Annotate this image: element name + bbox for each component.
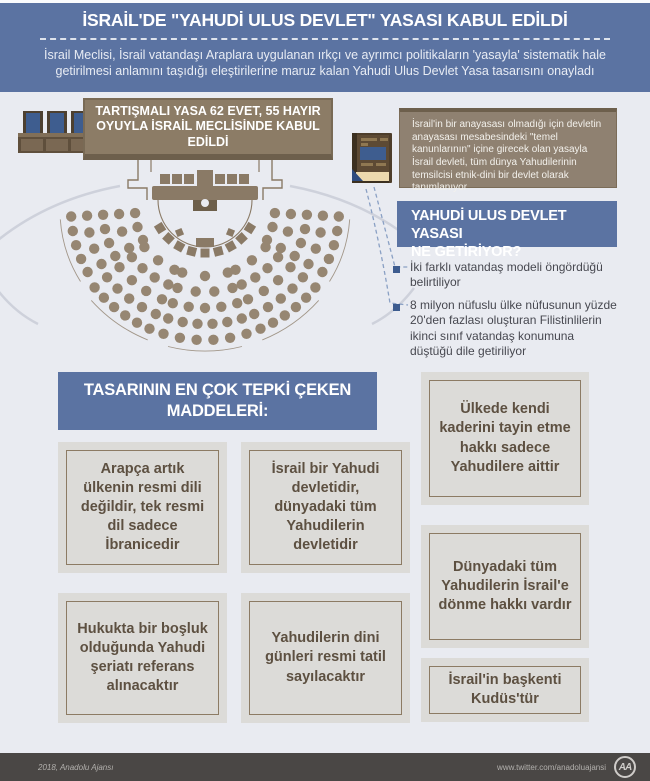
vote-result-text: TARTIŞMALI YASA 62 EVET, 55 HAYIR OYUYLA İSRAİL MECLİSİNDE KABUL EDİLDİ bbox=[95, 103, 321, 149]
article-text: Hukukta bir boşluk olduğunda Yahudi şeriatı referans alınacaktır bbox=[66, 601, 219, 715]
article-text: Ülkede kendi kaderini tayin etme hakkı sadece Yahudilere aittir bbox=[429, 380, 581, 497]
article-card bbox=[58, 442, 227, 573]
law-question-title bbox=[397, 201, 617, 261]
credit-text: 2018, Anadolu Ajansı bbox=[38, 762, 114, 772]
aa-agency-logo: AA bbox=[614, 756, 636, 778]
twitter-url: www.twitter.com/anadoluajansi bbox=[497, 762, 606, 772]
law-description-box bbox=[399, 108, 617, 194]
question-line-1: YAHUDİ ULUS DEVLET YASASI bbox=[411, 208, 567, 243]
article-card bbox=[241, 442, 410, 573]
article-card bbox=[421, 658, 589, 722]
section-title-text: TASARININ EN ÇOK TEPKİ ÇEKEN MADDELERİ: bbox=[83, 381, 352, 420]
footer-bar bbox=[0, 753, 650, 781]
article-text: İsrail bir Yahudi devletidir, dünyadaki tüm Yahudilerin devletidir bbox=[249, 450, 402, 565]
article-text: Dünyadaki tüm Yahudilerin İsrail'e dönme hakkı vardır bbox=[429, 533, 581, 640]
article-card bbox=[421, 372, 589, 505]
article-text: Yahudilerin dini günleri resmi tatil sayılacaktır bbox=[249, 601, 402, 715]
header-dashed-divider bbox=[40, 38, 610, 40]
article-card bbox=[241, 593, 410, 723]
article-text: İsrail'in başkenti Kudüs'tür bbox=[429, 666, 581, 714]
bullet-item: 8 milyon nüfuslu ülke nüfusunun yüzde 20'den fazlası oluşturan Filistinlilerin ikinci sınıf vatandaş konumuna düştüğü dile getiriliyor bbox=[410, 298, 617, 359]
article-card bbox=[58, 593, 227, 723]
bullet-marker bbox=[393, 304, 400, 311]
section-title-box bbox=[58, 372, 377, 430]
page-title: İSRAİL'DE "YAHUDİ ULUS DEVLET" YASASI KABUL EDİLDİ bbox=[82, 10, 568, 30]
question-line-2: NE GETİRİYOR? bbox=[411, 244, 522, 261]
bullet-marker bbox=[393, 266, 400, 273]
bullet-item: İki farklı vatandaş modeli öngördüğü belirtiliyor bbox=[410, 260, 603, 290]
law-description-text: İsrail'in bir anayasası olmadığı için devletin anayasası mesabesindeki "temel kanunlarının" içine girecek olan yasayla İsrail devleti, tüm dünya Yahudilerinin temsilcisi etnik-dini bir devlet olarak tanımlanıyor bbox=[412, 119, 602, 194]
article-text: Arapça artık ülkenin resmi dili değildir, tek resmi dil sadece İbranicedir bbox=[66, 450, 219, 565]
page-subtitle: İsrail Meclisi, İsrail vatandaşı Araplara uygulanan ırkçı ve ayrımcı politikaların 'yasayla' sistematik hale getirilmesi anlamını taşıdığı eleştirilerine maruz kalan Yahudi Ulus Devlet Yasa tasarısını onayladı bbox=[44, 48, 606, 79]
law-book-icon bbox=[352, 133, 392, 189]
article-card bbox=[421, 525, 589, 648]
vote-result-banner bbox=[83, 98, 333, 160]
